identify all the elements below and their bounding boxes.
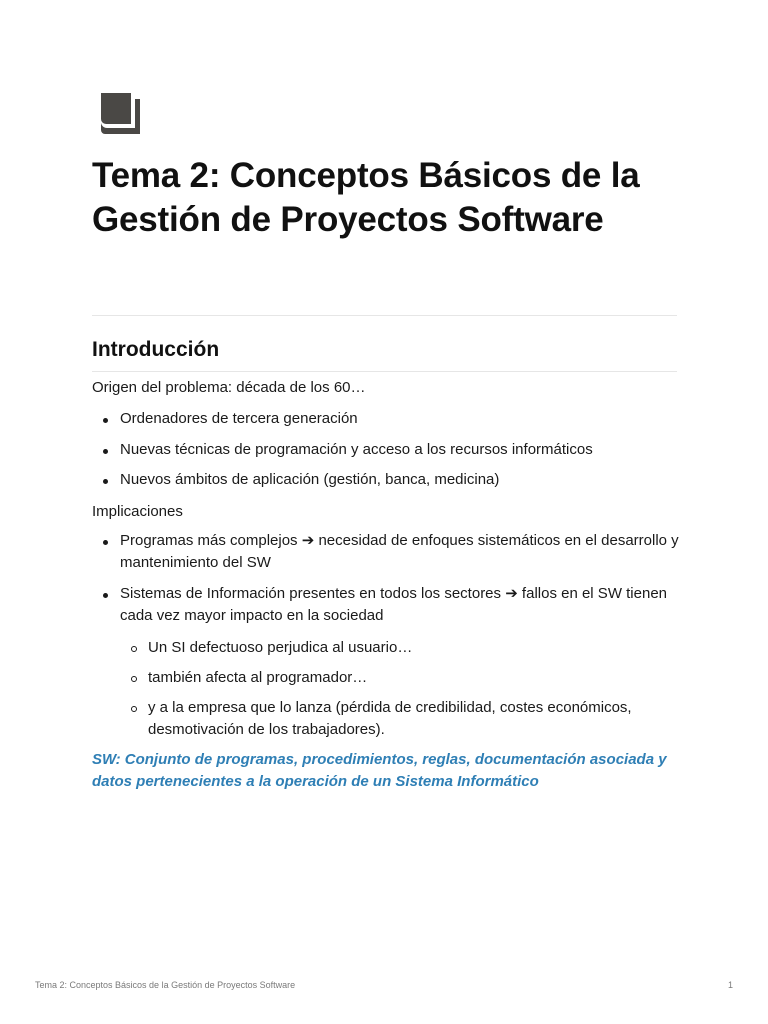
circle-bullet-icon	[131, 676, 137, 682]
list-item-text: Nuevas técnicas de programación y acceso a los recursos informáticos	[120, 441, 593, 458]
section-heading: Introducción	[92, 338, 220, 361]
origin-list	[92, 408, 682, 491]
list-item-text: Programas más complejos ➔ necesidad de enfoques sistemáticos en el desarrollo y mantenimiento del SW	[120, 532, 679, 571]
impact-sublist	[92, 637, 682, 741]
circle-bullet-icon	[131, 706, 137, 712]
list-item	[92, 469, 682, 491]
bullet-icon	[103, 449, 108, 454]
definition-highlight: SW: Conjunto de programas, procedimientos, reglas, documentación asociada y datos pertenecientes a la operación de un Sistema Informático	[92, 751, 667, 790]
intro-line: Origen del problema: década de los 60…	[92, 379, 366, 396]
bullet-icon	[103, 540, 108, 545]
list-item	[92, 439, 682, 461]
list-item-text: Ordenadores de tercera generación	[120, 410, 358, 427]
list-item	[92, 408, 682, 430]
title-divider	[92, 315, 677, 316]
list-item-text: Sistemas de Información presentes en todos los sectores ➔ fallos en el SW tienen cada vez mayor impacto en la sociedad	[120, 585, 668, 624]
bullet-icon	[103, 418, 108, 423]
list-item	[92, 583, 682, 627]
list-item	[92, 530, 682, 574]
page-number: 1	[727, 980, 733, 990]
list-item	[92, 637, 682, 659]
list-item	[92, 667, 682, 689]
list-item-text: Un SI defectuoso perjudica al usuario…	[148, 639, 413, 656]
list-item-text: también afecta al programador…	[148, 669, 368, 686]
footer-title: Tema 2: Conceptos Básicos de la Gestión de Proyectos Software	[35, 980, 296, 990]
book-icon	[101, 93, 141, 134]
heading-divider	[92, 371, 677, 372]
implications-list	[92, 530, 682, 627]
list-item-text: y a la empresa que lo lanza (pérdida de credibilidad, costes económicos, desmotivación de los trabajadores).	[148, 699, 632, 738]
list-item-text: Nuevos ámbitos de aplicación (gestión, banca, medicina)	[120, 471, 500, 488]
bullet-icon	[103, 593, 108, 598]
circle-bullet-icon	[131, 646, 137, 652]
bullet-icon	[103, 479, 108, 484]
page-title: Tema 2: Conceptos Básicos de la Gestión de Proyectos Software	[92, 156, 640, 239]
implications-label: Implicaciones	[92, 503, 183, 520]
list-item	[92, 697, 682, 741]
